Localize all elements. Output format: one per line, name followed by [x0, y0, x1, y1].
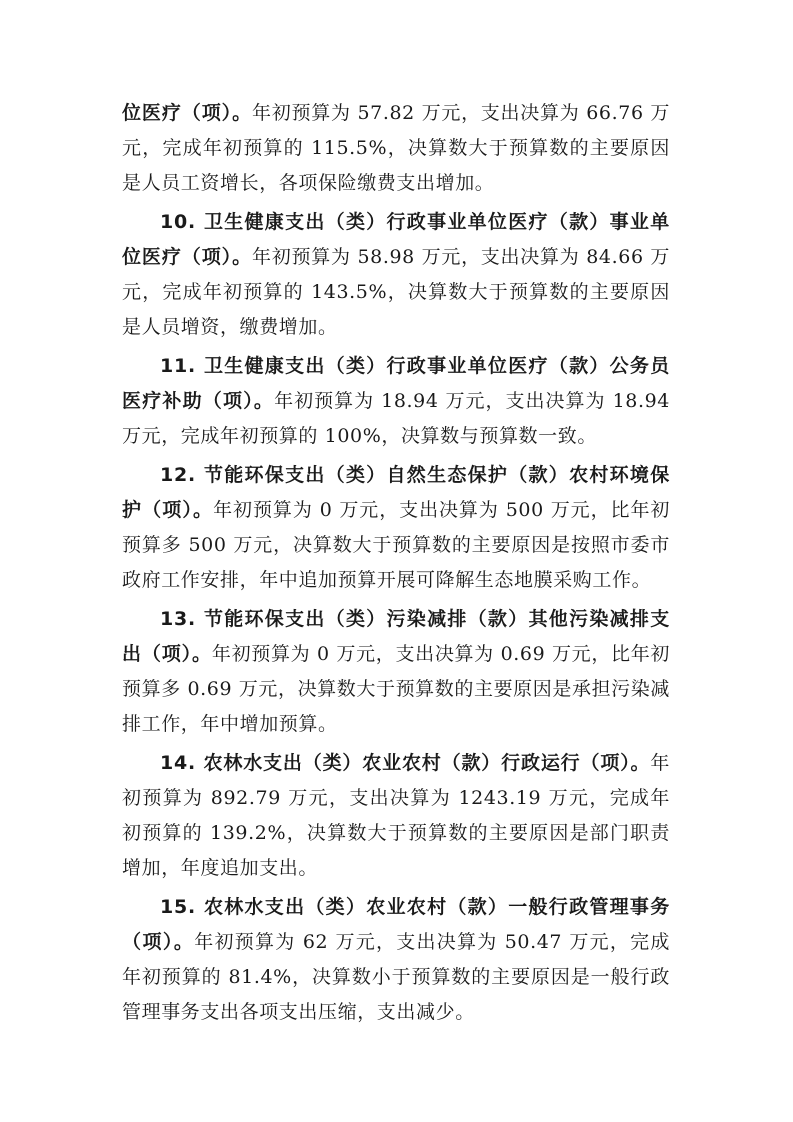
paragraph-heading: 10. 卫生健康支出（类）行政事业单位医疗（款）事业单位医疗（项）。 — [122, 211, 670, 268]
paragraph-body: 年初预算为 58.98 万元，支出决算为 84.66 万元，完成年初预算的 143.5%，决算数大于预算数的主要原因是人员增资，缴费增加。 — [122, 246, 671, 338]
paragraph-body: 年初预算为 0 万元，支出决算为 0.69 万元，比年初预算多 0.69 万元，决算数大于预算数的主要原因是承担污染减排工作，年中增加预算。 — [122, 643, 670, 735]
paragraph-item-11 — [122, 349, 670, 454]
paragraph-body: 年初预算为 18.94 万元，支出决算为 18.94 万元，完成年初预算的 100%，决算数与预算数一致。 — [122, 390, 670, 447]
paragraph-item-14 — [122, 746, 670, 886]
paragraph-heading: 12. 节能环保支出（类）自然生态保护（款）农村环境保护（项）。 — [122, 464, 670, 521]
paragraph-heading: 位医疗（项）。 — [122, 102, 253, 124]
paragraph-heading: 11. 卫生健康支出（类）行政事业单位医疗（款）公务员医疗补助（项）。 — [122, 355, 670, 412]
paragraph-heading: 14. 农林水支出（类）农业农村（款）行政运行（项）。 — [160, 752, 651, 774]
paragraph-heading: 13. 节能环保支出（类）污染减排（款）其他污染减排支出（项）。 — [122, 608, 670, 665]
paragraph-body: 年初预算为 892.79 万元，支出决算为 1243.19 万元，完成年初预算的 139.2%，决算数大于预算数的主要原因是部门职责增加，年度追加支出。 — [122, 752, 670, 879]
document-page — [122, 96, 670, 1034]
paragraph-body: 年初预算为 62 万元，支出决算为 50.47 万元，完成年初预算的 81.4%，决算数小于预算数的主要原因是一般行政管理事务支出各项支出压缩，支出减少。 — [122, 931, 670, 1023]
paragraph-item-12 — [122, 458, 670, 598]
paragraph-item-9-continued — [122, 96, 670, 201]
paragraph-item-15 — [122, 890, 670, 1030]
paragraph-item-13 — [122, 602, 670, 742]
paragraph-body: 年初预算为 0 万元，支出决算为 500 万元，比年初预算多 500 万元，决算数大于预算数的主要原因是按照市委市政府工作安排，年中追加预算开展可降解生态地膜采购工作。 — [122, 499, 670, 591]
paragraph-body: 年初预算为 57.82 万元，支出决算为 66.76 万元，完成年初预算的 115.5%，决算数大于预算数的主要原因是人员工资增长，各项保险缴费支出增加。 — [122, 102, 671, 194]
paragraph-heading: 15. 农林水支出（类）农业农村（款）一般行政管理事务（项）。 — [122, 896, 670, 953]
paragraph-item-10 — [122, 205, 670, 345]
